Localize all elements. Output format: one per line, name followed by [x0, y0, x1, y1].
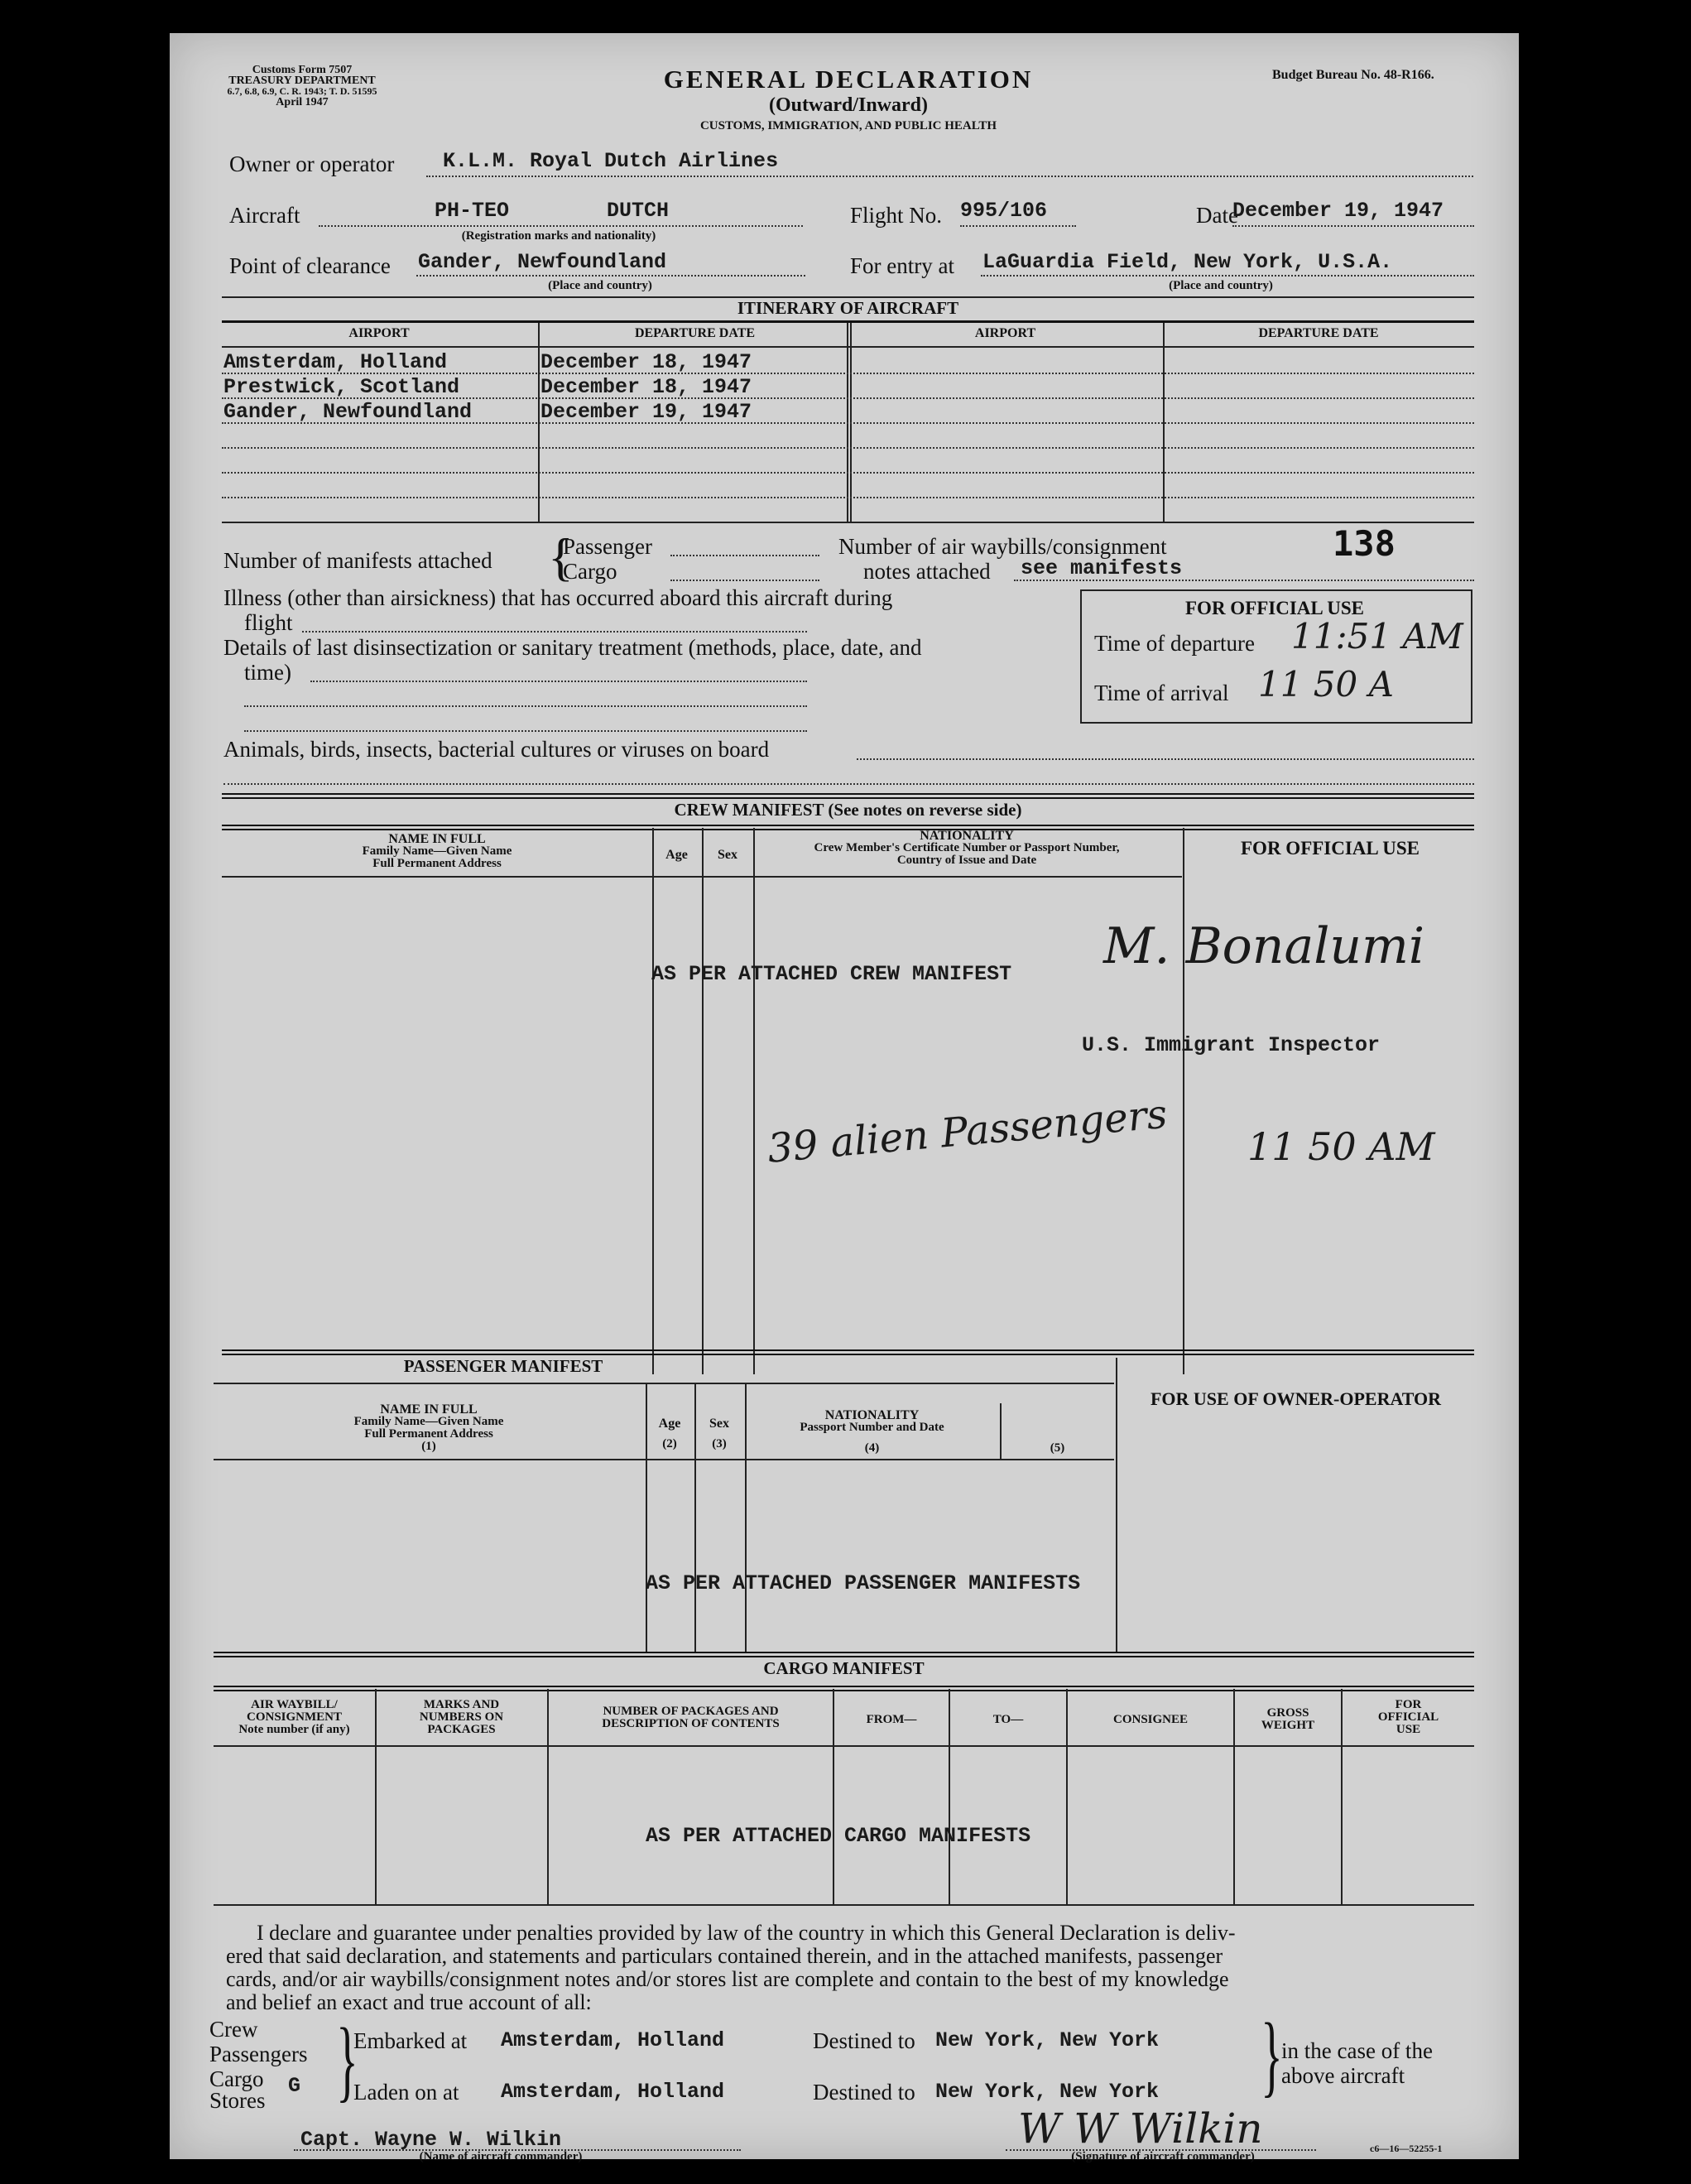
destined-value-1: New York, New York [935, 2028, 1160, 2052]
crew-col-sex: Sex [718, 848, 737, 862]
regulations: 6.7, 6.8, 6.9, C. R. 1943; T. D. 51595 [227, 85, 377, 97]
itinerary-col-airport-2: AIRPORT [974, 326, 1036, 340]
waybills-line [1014, 580, 1474, 581]
commander-name: Capt. Wayne W. Wilkin [300, 2128, 562, 2152]
cargo-col-official-3: USE [1396, 1723, 1421, 1736]
date-value: December 19, 1947 [1232, 199, 1444, 223]
form-title: GENERAL DECLARATION [663, 65, 1034, 94]
disinsect-line-3 [244, 730, 807, 732]
itinerary-row-line-5 [222, 472, 1474, 474]
budget-bureau-no: Budget Bureau No. 48-R166. [1272, 68, 1434, 82]
date-line [1232, 225, 1474, 227]
decl-cargo: Cargo [209, 2066, 264, 2091]
cargo-col-waybill-3: Note number (if any) [238, 1723, 350, 1736]
illness-line [302, 631, 807, 633]
passenger-col-age-num: (2) [662, 1437, 677, 1450]
cargo-vline-2 [547, 1689, 549, 1904]
declaration-line-2: ered that said declaration, and statements and particulars contained therein, and in the attached manifests, passenger [226, 1944, 1223, 1968]
cargo-vline-7 [1341, 1689, 1343, 1904]
cargo-col-waybill-2: CONSIGNMENT [246, 1710, 342, 1724]
flight-number: 995/106 [960, 199, 1048, 223]
official-box-title: FOR OFFICIAL USE [1185, 598, 1364, 618]
embarked-label: Embarked at [353, 2028, 468, 2053]
passenger-col-nat-num: (4) [864, 1441, 880, 1455]
passenger-col-sex-num: (3) [712, 1437, 727, 1450]
inspector-signature: M. Bonalumi [1103, 917, 1425, 975]
animals-line-1 [857, 758, 1474, 760]
crew-vline-nationality [1183, 828, 1184, 1374]
cargo-vline-3 [833, 1689, 834, 1904]
cargo-body-text: AS PER ATTACHED CARGO MANIFESTS [646, 1824, 1031, 1848]
passenger-col-name-num: (1) [421, 1440, 436, 1453]
form-paper [170, 33, 1519, 2163]
itinerary-date-1: December 18, 1947 [540, 350, 752, 374]
manifests-cargo-line [670, 580, 819, 581]
passenger-col-name-1: NAME IN FULL [380, 1402, 478, 1417]
crew-vline-age [702, 828, 704, 1374]
animals-line-2 [223, 783, 1474, 785]
cargo-col-marks-2: NUMBERS ON [419, 1710, 504, 1724]
cargo-col-number-1: NUMBER OF PACKAGES AND [603, 1705, 779, 1718]
itinerary-col-airport-1: AIRPORT [348, 326, 410, 340]
laden-value: Amsterdam, Holland [501, 2080, 725, 2104]
cargo-title: CARGO MANIFEST [763, 1658, 925, 1678]
disinsect-line-2 [244, 705, 807, 707]
itinerary-airport-1: Amsterdam, Holland [223, 350, 448, 374]
passenger-header-rule [214, 1459, 1114, 1460]
cargo-vline-1 [375, 1689, 377, 1904]
flight-label: Flight No. [850, 203, 943, 228]
passenger-body-text: AS PER ATTACHED PASSENGER MANIFESTS [646, 1571, 1081, 1595]
clearance-caption: (Place and country) [548, 279, 652, 292]
arrival-time-label: Time of arrival [1094, 681, 1229, 705]
cargo-col-waybill-1: AIR WAYBILL/ [251, 1698, 338, 1711]
owner-value: K.L.M. Royal Dutch Airlines [443, 149, 779, 173]
crew-col-age: Age [665, 848, 688, 862]
passenger-col-name [214, 1403, 644, 1453]
aircraft-caption: (Registration marks and nationality) [461, 229, 656, 243]
illness-label-2: flight [244, 610, 293, 635]
crew-handwritten-note: 39 alien Passengers [766, 1090, 1170, 1172]
clearance-line [416, 275, 805, 277]
crew-col-official: FOR OFFICIAL USE [1241, 838, 1420, 859]
itinerary-bottom-rule [222, 522, 1474, 523]
flight-line [960, 225, 1076, 227]
embarked-value: Amsterdam, Holland [501, 2028, 725, 2052]
case-line-1: in the case of the [1281, 2038, 1433, 2063]
waybills-label-1: Number of air waybills/consignment [838, 534, 1167, 559]
declaration-line-1: I declare and guarantee under penalties provided by law of the country in which this General Declaration is deliv- [257, 1921, 1236, 1945]
cargo-col-from: FROM— [866, 1713, 917, 1726]
commander-name-caption: (Name of aircraft commander) [419, 2150, 583, 2163]
passenger-vline-age [694, 1383, 696, 1652]
cargo-col-number-2: DESCRIPTION OF CONTENTS [602, 1717, 780, 1730]
passenger-col-age [647, 1417, 692, 1450]
itinerary-title: ITINERARY OF AIRCRAFT [737, 298, 959, 318]
itinerary-col-departure-1: DEPARTURE DATE [634, 326, 756, 340]
passenger-vline-owner [1116, 1358, 1117, 1652]
waybills-number: 138 [1333, 523, 1396, 564]
clearance-label: Point of clearance [229, 253, 391, 278]
itinerary-row-line-4 [222, 447, 1474, 449]
crew-top-rule [222, 793, 1474, 799]
cargo-col-weight-2: WEIGHT [1261, 1719, 1315, 1732]
illness-label-1: Illness (other than airsickness) that has occurred aboard this aircraft during [223, 585, 893, 610]
cargo-col-to: TO— [992, 1713, 1024, 1726]
passenger-col-nationality [747, 1409, 997, 1455]
owner-line [426, 176, 1473, 177]
entry-line [981, 275, 1474, 277]
form-subtitle-2: CUSTOMS, IMMIGRATION, AND PUBLIC HEALTH [699, 119, 997, 132]
disinsect-line-1 [310, 681, 807, 682]
passenger-col-name-3: Full Permanent Address [364, 1427, 493, 1441]
passenger-col-age-label: Age [658, 1417, 681, 1431]
passenger-title-rule [214, 1383, 1114, 1384]
crew-body-text: AS PER ATTACHED CREW MANIFEST [651, 962, 1012, 986]
manifests-passenger-line [670, 555, 819, 556]
cargo-col-number [549, 1705, 833, 1730]
passenger-vline-name [646, 1383, 647, 1652]
form-id-block [215, 65, 389, 108]
cargo-col-marks-1: MARKS AND [423, 1698, 500, 1711]
clearance-value: Gander, Newfoundland [418, 250, 667, 274]
crew-vline-name [652, 828, 654, 1374]
passenger-vline-sex [745, 1383, 747, 1652]
decl-stores: Stores [209, 2088, 266, 2113]
form-id: Customs Form 7507 [252, 64, 353, 76]
manifests-brace: { [548, 527, 574, 586]
cargo-col-weight-1: GROSS [1266, 1706, 1309, 1720]
cargo-title-rule [214, 1686, 1474, 1691]
disinsect-label-1: Details of last disinsectization or sanitary treatment (methods, place, date, and [223, 635, 922, 660]
passenger-vline-nat [1000, 1403, 1002, 1459]
passenger-col-sex [696, 1417, 742, 1450]
aircraft-nationality: DUTCH [607, 199, 670, 223]
aircraft-registration: PH-TEO [435, 199, 510, 223]
cargo-col-weight [1235, 1707, 1341, 1732]
cargo-bottom-rule [214, 1904, 1474, 1906]
passenger-bottom-rule [214, 1652, 1474, 1657]
decl-g-mark: G [288, 2074, 301, 2098]
cargo-col-official [1343, 1699, 1474, 1736]
crew-col-name [222, 833, 652, 870]
passenger-col-nat-2: Passport Number and Date [800, 1421, 944, 1434]
commander-signature: W W Wilkin [1018, 2105, 1263, 2153]
passenger-col-name-2: Family Name—Given Name [353, 1415, 504, 1428]
form-date: April 1947 [276, 96, 329, 108]
form-subtitle: (Outward/Inward) [768, 94, 928, 116]
crew-handwritten-time: 11 50 AM [1247, 1124, 1435, 1169]
crew-col-name-2: Family Name—Given Name [362, 844, 512, 858]
cargo-vline-6 [1233, 1689, 1235, 1904]
destined-value-2: New York, New York [935, 2080, 1160, 2104]
crew-col-nat-3: Country of Issue and Date [896, 854, 1037, 867]
crew-col-nat-1: NATIONALITY [920, 829, 1014, 843]
commander-signature-caption: (Signature of aircraft commander) [1071, 2150, 1255, 2163]
passenger-col-owner: FOR USE OF OWNER-OPERATOR [1150, 1388, 1441, 1409]
animals-label: Animals, birds, insects, bacterial cultures or viruses on board [223, 737, 770, 762]
department: TREASURY DEPARTMENT [228, 75, 376, 87]
passenger-col-5: (5) [1050, 1441, 1065, 1455]
aircraft-line [319, 225, 803, 227]
cargo-header-rule [214, 1745, 1474, 1747]
case-line-2: above aircraft [1281, 2063, 1405, 2088]
itinerary-date-3: December 19, 1947 [540, 400, 752, 424]
itinerary-airport-3: Gander, Newfoundland [223, 400, 473, 424]
crew-col-nat-2: Crew Member's Certificate Number or Passport Number, [814, 841, 1120, 854]
decl-brace-left: } [336, 2009, 358, 2110]
entry-label: For entry at [850, 253, 954, 278]
crew-col-nationality [756, 830, 1178, 867]
disinsect-label-2: time) [244, 660, 291, 685]
aircraft-label: Aircraft [229, 203, 300, 228]
crew-vline-sex [753, 828, 755, 1374]
destined-label-2: Destined to [813, 2080, 915, 2105]
departure-time-value: 11:51 AM [1291, 616, 1463, 657]
waybills-label-2: notes attached [863, 559, 991, 584]
cargo-col-waybill [214, 1699, 375, 1736]
decl-brace-right: } [1261, 2004, 1283, 2105]
itinerary-col-departure-2: DEPARTURE DATE [1258, 326, 1379, 340]
declaration-line-3: cards, and/or air waybills/consignment notes and/or stores list are complete and contain to the best of my knowledge [226, 1967, 1229, 1991]
cargo-vline-5 [1066, 1689, 1068, 1904]
entry-value: LaGuardia Field, New York, U.S.A. [982, 250, 1393, 274]
departure-time-label: Time of departure [1094, 631, 1255, 656]
itinerary-airport-2: Prestwick, Scotland [223, 375, 460, 399]
cargo-vline-4 [949, 1689, 950, 1904]
cargo-col-marks-3: PACKAGES [427, 1723, 496, 1736]
declaration-line-4: and belief an exact and true account of all: [226, 1990, 592, 2014]
decl-passengers: Passengers [209, 2042, 308, 2066]
destined-label-1: Destined to [813, 2028, 915, 2053]
cargo-col-consignee: CONSIGNEE [1112, 1713, 1189, 1726]
arrival-time-value: 11 50 A [1258, 664, 1394, 705]
decl-crew: Crew [209, 2017, 258, 2042]
cargo-col-marks [377, 1699, 546, 1736]
passenger-col-sex-label: Sex [709, 1417, 729, 1431]
itinerary-date-2: December 18, 1947 [540, 375, 752, 399]
itinerary-row-line-6 [222, 497, 1474, 498]
waybills-value: see manifests [1021, 556, 1183, 580]
crew-col-name-1: NAME IN FULL [388, 832, 486, 846]
entry-caption: (Place and country) [1169, 279, 1273, 292]
cargo-col-official-2: OFFICIAL [1377, 1710, 1439, 1724]
owner-label: Owner or operator [229, 152, 395, 176]
inspector-title: U.S. Immigrant Inspector [1082, 1033, 1381, 1057]
manifests-cargo: Cargo [563, 559, 617, 584]
laden-label: Laden on at [353, 2080, 459, 2105]
crew-title: CREW MANIFEST (See notes on reverse side) [674, 800, 1022, 820]
print-code: c6—16—52255-1 [1370, 2143, 1443, 2154]
crew-col-name-3: Full Permanent Address [372, 857, 502, 870]
crew-bottom-rule [222, 1349, 1474, 1355]
manifests-label: Number of manifests attached [223, 548, 492, 573]
cargo-col-official-1: FOR [1395, 1698, 1422, 1711]
manifests-passenger: Passenger [563, 534, 652, 559]
date-label: Date [1196, 203, 1238, 228]
passenger-col-nat-1: NATIONALITY [824, 1408, 920, 1422]
passenger-title: PASSENGER MANIFEST [403, 1356, 603, 1376]
